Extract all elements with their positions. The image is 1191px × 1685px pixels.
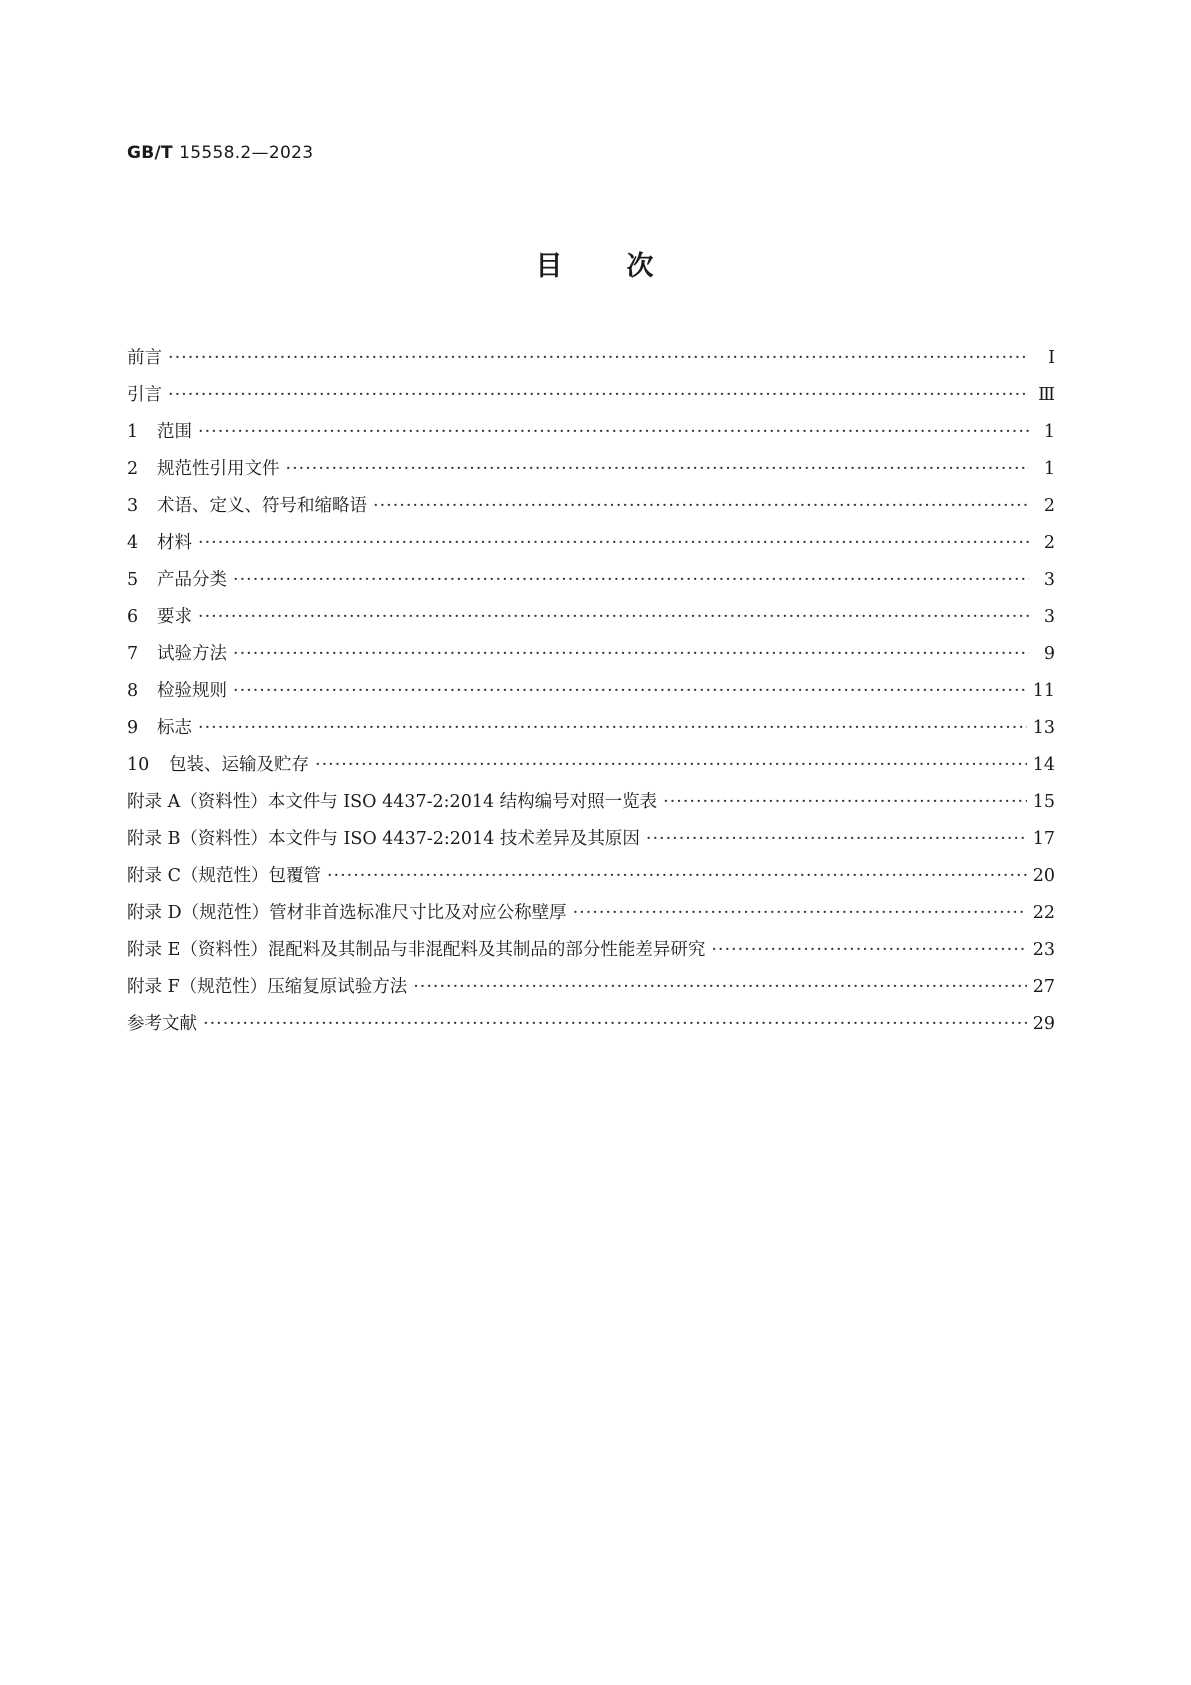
toc-leader bbox=[646, 829, 1027, 849]
toc-leader bbox=[203, 1014, 1027, 1034]
toc-entry-annex-c[interactable] bbox=[127, 862, 1055, 899]
toc-page: 2 bbox=[1043, 533, 1055, 553]
toc-entry-10[interactable] bbox=[127, 751, 1055, 788]
toc-label: 包覆管 bbox=[268, 866, 321, 886]
toc-label: 检验规则 bbox=[157, 681, 227, 701]
toc-annex-id: 附录 D（规范性） bbox=[127, 903, 270, 923]
toc-page: Ⅰ bbox=[1048, 348, 1055, 368]
toc-annex-id: 附录 E（资料性） bbox=[127, 940, 268, 960]
toc-annex-id: 附录 B（资料性） bbox=[127, 829, 268, 849]
toc-annex-id: 附录 C（规范性） bbox=[127, 866, 269, 886]
toc-leader bbox=[198, 533, 1029, 553]
toc-entry-annex-b[interactable] bbox=[127, 825, 1055, 862]
toc-entry-annex-e[interactable] bbox=[127, 936, 1055, 973]
toc-label: 要求 bbox=[157, 607, 192, 627]
toc-page: 1 bbox=[1043, 422, 1055, 442]
title-char-left: 目 bbox=[535, 251, 565, 282]
toc-leader bbox=[233, 570, 1029, 590]
toc-label: 引言 bbox=[127, 385, 162, 405]
toc-number: 10 bbox=[127, 755, 150, 775]
toc-label: 规范性引用文件 bbox=[157, 459, 280, 479]
toc-page: 23 bbox=[1032, 940, 1055, 960]
toc-page: 3 bbox=[1043, 570, 1055, 590]
toc-entry-introduction[interactable] bbox=[127, 381, 1055, 418]
toc-leader bbox=[198, 607, 1029, 627]
toc-number: 9 bbox=[127, 718, 139, 738]
toc-label: 管材非首选标准尺寸比及对应公称壁厚 bbox=[269, 903, 567, 923]
toc-page: 11 bbox=[1032, 681, 1055, 701]
title-char-right: 次 bbox=[626, 251, 656, 282]
toc-number: 3 bbox=[127, 496, 139, 516]
toc-page: 2 bbox=[1043, 496, 1055, 516]
toc-entry-8[interactable] bbox=[127, 677, 1055, 714]
toc-label: 包装、运输及贮存 bbox=[169, 755, 309, 775]
toc-number: 7 bbox=[127, 644, 139, 664]
toc-label: 产品分类 bbox=[157, 570, 227, 590]
toc-entry-9[interactable] bbox=[127, 714, 1055, 751]
toc-leader bbox=[286, 459, 1030, 479]
toc-label: 参考文献 bbox=[127, 1014, 197, 1034]
toc-entry-annex-d[interactable] bbox=[127, 899, 1055, 936]
toc-number: 2 bbox=[127, 459, 139, 479]
toc-leader bbox=[373, 496, 1029, 516]
toc-leader bbox=[198, 422, 1029, 442]
page-title bbox=[0, 244, 1191, 283]
table-of-contents bbox=[127, 344, 1055, 1047]
toc-entry-3[interactable] bbox=[127, 492, 1055, 529]
toc-entry-annex-f[interactable] bbox=[127, 973, 1055, 1010]
toc-leader bbox=[315, 755, 1027, 775]
toc-number: 6 bbox=[127, 607, 139, 627]
toc-label: 混配料及其制品与非混配料及其制品的部分性能差异研究 bbox=[267, 940, 706, 960]
toc-page: 15 bbox=[1032, 792, 1055, 812]
toc-page: 17 bbox=[1032, 829, 1055, 849]
toc-leader bbox=[663, 792, 1027, 812]
toc-page: 29 bbox=[1032, 1014, 1055, 1034]
toc-leader bbox=[168, 385, 1029, 405]
toc-page: Ⅲ bbox=[1038, 385, 1055, 405]
toc-label: 前言 bbox=[127, 348, 162, 368]
toc-label: 标志 bbox=[157, 718, 192, 738]
toc-entry-7[interactable] bbox=[127, 640, 1055, 677]
standard-prefix: GB/T bbox=[127, 143, 173, 163]
toc-label: 材料 bbox=[157, 533, 192, 553]
toc-page: 3 bbox=[1043, 607, 1055, 627]
toc-number: 8 bbox=[127, 681, 139, 701]
toc-leader bbox=[573, 903, 1027, 923]
toc-number: 4 bbox=[127, 533, 139, 553]
toc-page: 22 bbox=[1032, 903, 1055, 923]
standard-code bbox=[127, 143, 313, 163]
toc-leader bbox=[413, 977, 1027, 997]
standard-number: 15558.2—2023 bbox=[179, 143, 314, 163]
toc-label: 本文件与 ISO 4437-2:2014 技术差异及其原因 bbox=[267, 829, 640, 849]
toc-number: 5 bbox=[127, 570, 139, 590]
toc-entry-5[interactable] bbox=[127, 566, 1055, 603]
toc-entry-1[interactable] bbox=[127, 418, 1055, 455]
toc-entry-bibliography[interactable] bbox=[127, 1010, 1055, 1047]
toc-leader bbox=[233, 681, 1027, 701]
toc-entry-annex-a[interactable] bbox=[127, 788, 1055, 825]
toc-label: 试验方法 bbox=[157, 644, 227, 664]
toc-number: 1 bbox=[127, 422, 139, 442]
toc-entry-foreword[interactable] bbox=[127, 344, 1055, 381]
toc-label: 压缩复原试验方法 bbox=[267, 977, 408, 997]
toc-entry-4[interactable] bbox=[127, 529, 1055, 566]
toc-label: 本文件与 ISO 4437-2:2014 结构编号对照一览表 bbox=[267, 792, 658, 812]
toc-entry-2[interactable] bbox=[127, 455, 1055, 492]
toc-label: 术语、定义、符号和缩略语 bbox=[157, 496, 367, 516]
toc-leader bbox=[198, 718, 1027, 738]
toc-page: 9 bbox=[1043, 644, 1055, 664]
toc-label: 范围 bbox=[157, 422, 192, 442]
toc-leader bbox=[168, 348, 1029, 368]
toc-page: 20 bbox=[1032, 866, 1055, 886]
toc-page: 14 bbox=[1032, 755, 1055, 775]
toc-leader bbox=[233, 644, 1029, 664]
toc-entry-6[interactable] bbox=[127, 603, 1055, 640]
toc-page: 27 bbox=[1032, 977, 1055, 997]
toc-leader bbox=[711, 940, 1026, 960]
toc-page: 13 bbox=[1032, 718, 1055, 738]
toc-annex-id: 附录 A（资料性） bbox=[127, 792, 268, 812]
toc-leader bbox=[327, 866, 1027, 886]
toc-page: 1 bbox=[1043, 459, 1055, 479]
toc-annex-id: 附录 F（规范性） bbox=[127, 977, 268, 997]
